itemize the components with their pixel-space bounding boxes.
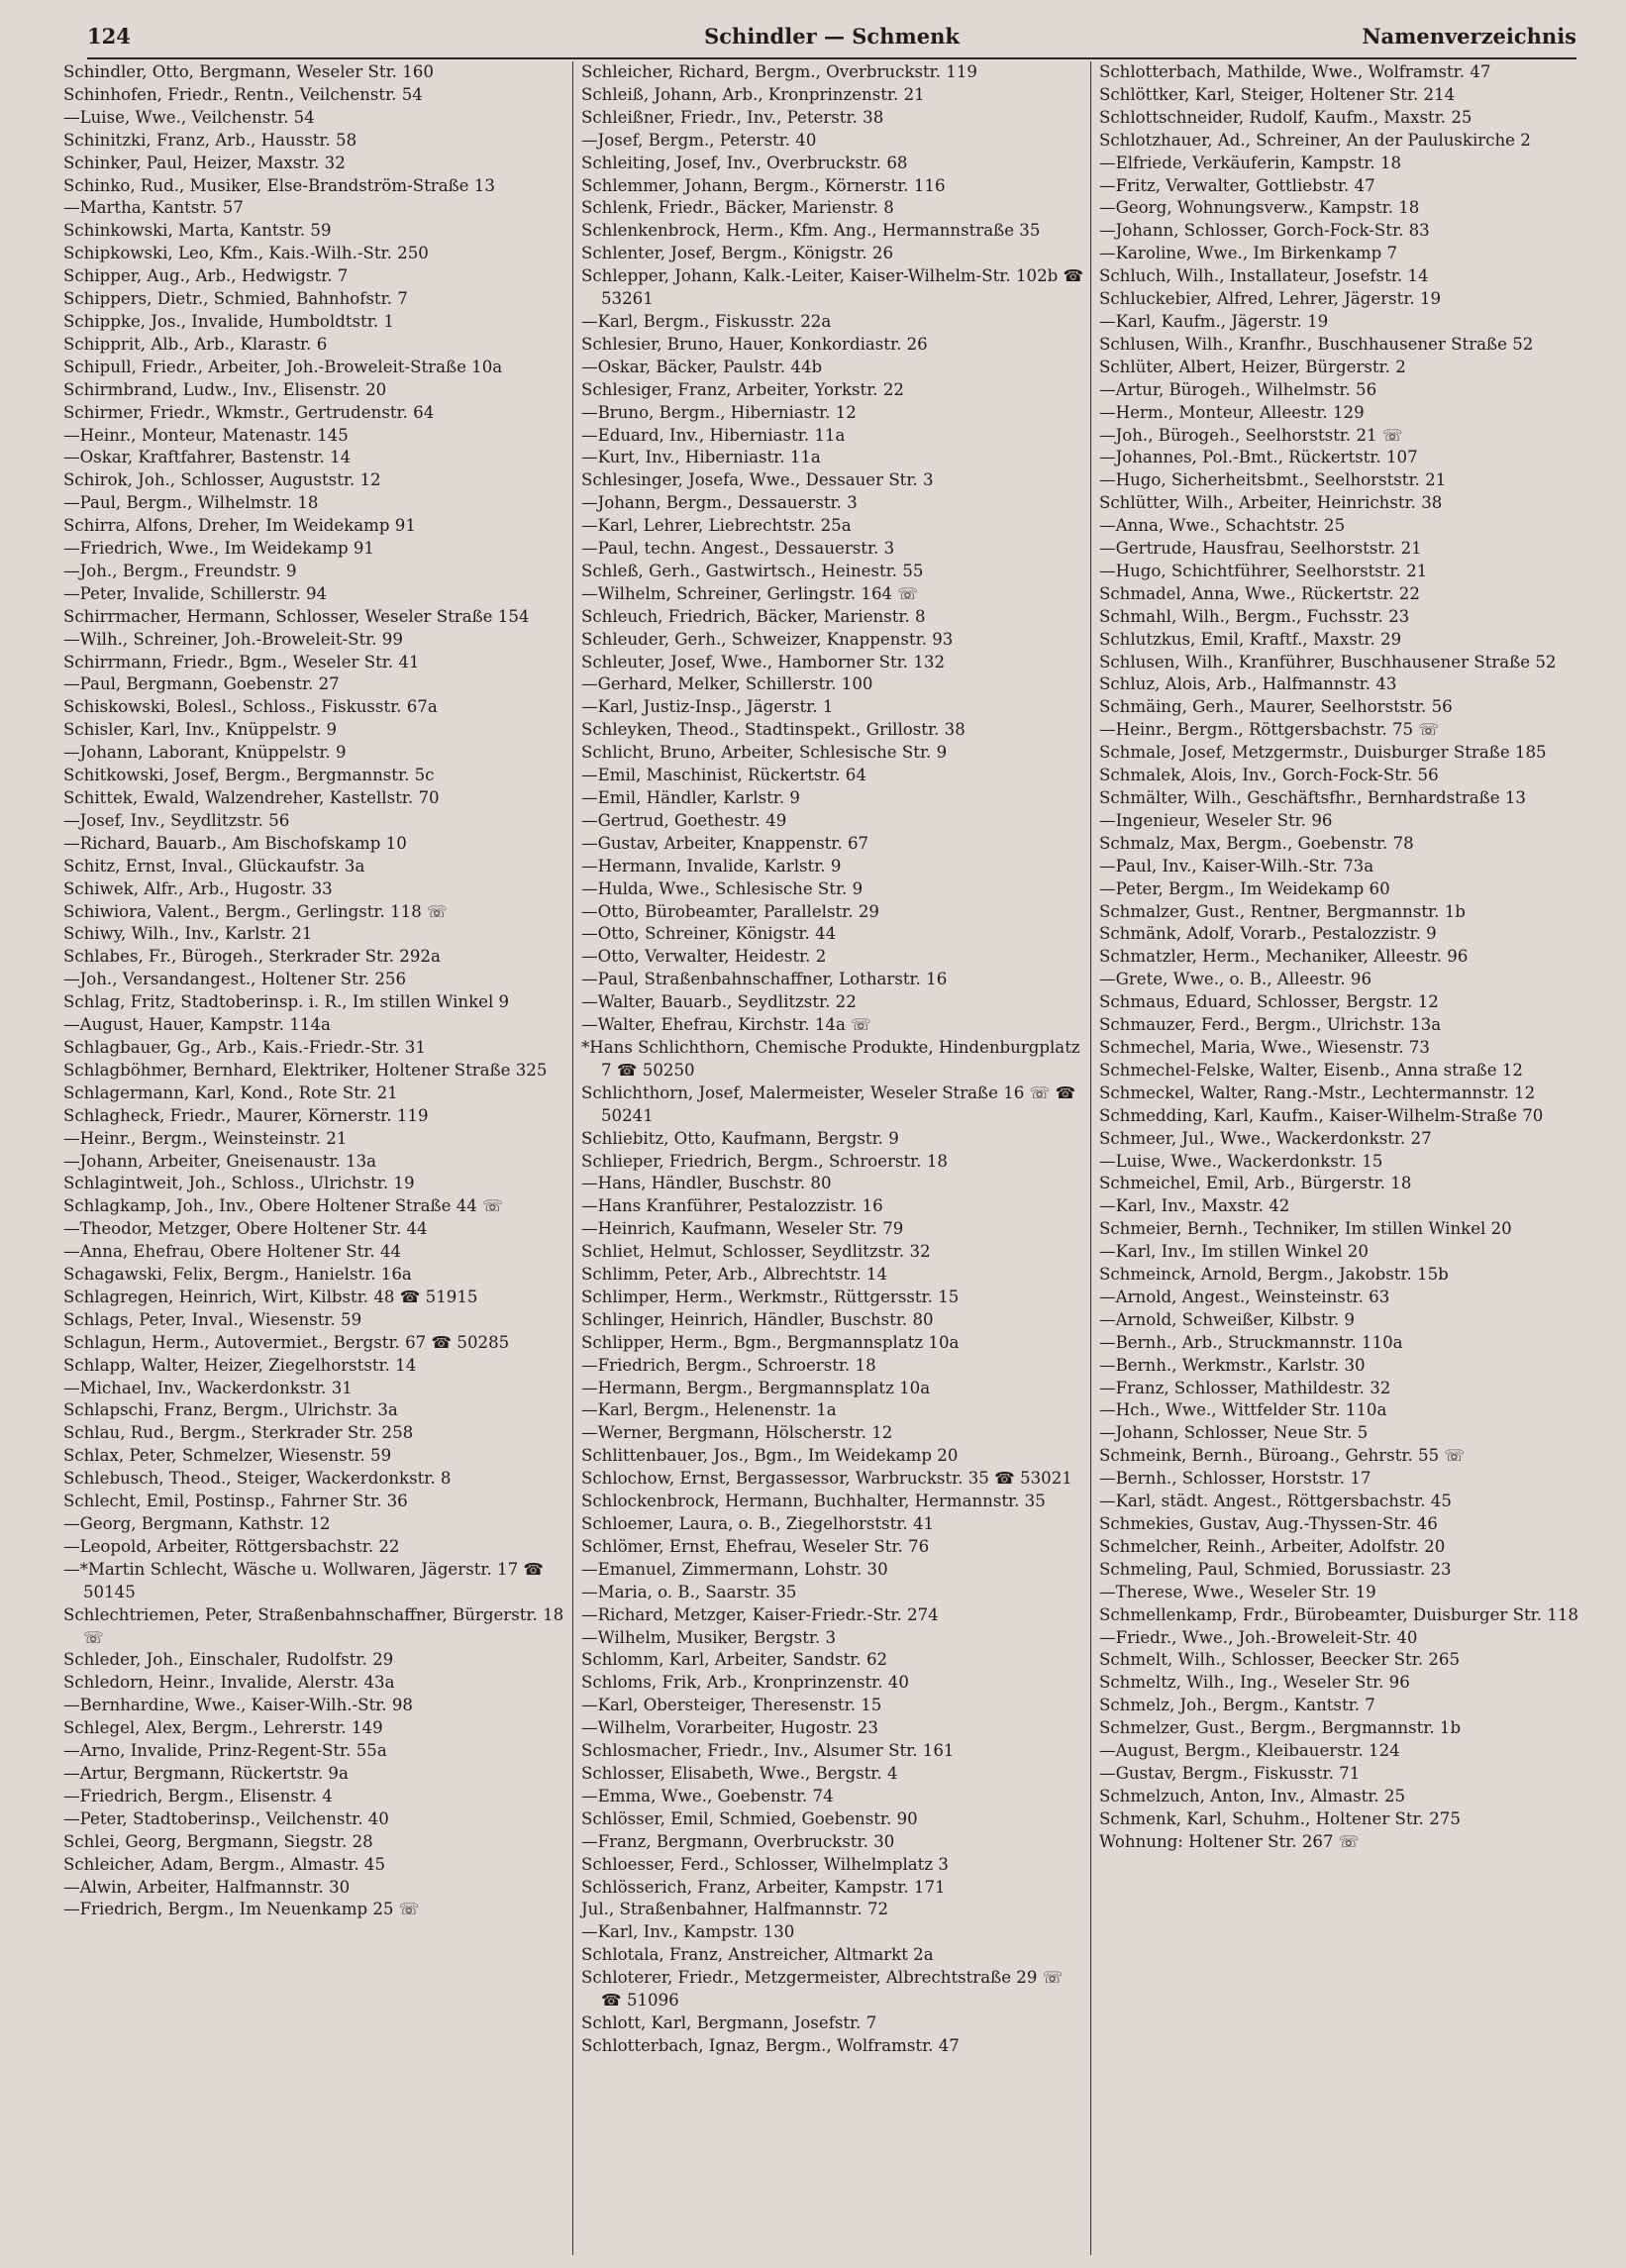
directory-entry: —Martha, Kantstr. 57 <box>63 198 244 218</box>
directory-entry: Schlömer, Ernst, Ehefrau, Weseler Str. 76 <box>581 1536 930 1556</box>
directory-entry: Schmahl, Wilh., Bergm., Fuchsstr. 23 <box>1099 606 1410 626</box>
directory-entry: Schmäing, Gerh., Maurer, Seelhorststr. 56 <box>1099 697 1453 717</box>
directory-entry: Schisler, Karl, Inv., Knüppelstr. 9 <box>63 720 338 740</box>
directory-entry: —Gertrude, Hausfrau, Seelhorststr. 21 <box>1099 539 1422 559</box>
directory-entry: —Hermann, Invalide, Karlstr. 9 <box>581 856 842 876</box>
directory-entry: —Gerhard, Melker, Schillerstr. 100 <box>581 674 873 694</box>
directory-entry: —Bruno, Bergm., Hiberniastr. 12 <box>581 402 857 422</box>
directory-entry: —Otto, Schreiner, Königstr. 44 <box>581 924 837 944</box>
directory-entry: Schlags, Peter, Inval., Wiesenstr. 59 <box>63 1309 362 1329</box>
directory-entry: Schlapp, Walter, Heizer, Ziegelhorststr. 14 <box>63 1355 417 1375</box>
directory-entry: Schlagböhmer, Bernhard, Elektriker, Holtener Straße 325 <box>63 1060 548 1080</box>
directory-entry: Schlesiger, Franz, Arbeiter, Yorkstr. 22 <box>581 379 904 399</box>
directory-entry: Schindler, Otto, Bergmann, Weseler Str. 160 <box>63 62 434 81</box>
directory-entry: —Ingenieur, Weseler Str. 96 <box>1099 810 1333 830</box>
directory-entry: —Heinr., Bergm., Röttgersbachstr. 75 ☏ <box>1099 720 1440 740</box>
directory-entry: —Artur, Bürogeh., Wilhelmstr. 56 <box>1099 379 1377 399</box>
directory-entry: Schledorn, Heinr., Invalide, Alerstr. 43a <box>63 1673 395 1693</box>
directory-entry: —Heinr., Monteur, Matenastr. 145 <box>63 425 349 445</box>
directory-entry: —Paul, Straßenbahnschaffner, Lotharstr. 16 <box>581 970 948 989</box>
directory-entry: Schliebitz, Otto, Kaufmann, Bergstr. 9 <box>581 1128 899 1148</box>
directory-entry: —Wilhelm, Schreiner, Gerlingstr. 164 ☏ <box>581 583 919 603</box>
directory-entry: Schmelt, Wilh., Schlosser, Beecker Str. 265 <box>1099 1650 1461 1670</box>
directory-entry: —Kurt, Inv., Hiberniastr. 11a <box>581 448 821 467</box>
directory-entry: —Heinr., Bergm., Weinsteinstr. 21 <box>63 1128 348 1148</box>
directory-entry: —Peter, Invalide, Schillerstr. 94 <box>63 583 328 603</box>
directory-entry: Schlebusch, Theod., Steiger, Wackerdonkstr. 8 <box>63 1469 452 1489</box>
directory-entry: Schittek, Ewald, Walzendreher, Kastellstr. 70 <box>63 788 440 807</box>
directory-entry: Schlenk, Friedr., Bäcker, Marienstr. 8 <box>581 198 894 218</box>
directory-entry: —August, Hauer, Kampstr. 114a <box>63 1015 331 1035</box>
directory-entry: Schlichthorn, Josef, Malermeister, Weseler Straße 16 ☏ ☎ 50241 <box>581 1082 1076 1125</box>
page-title: Schindler — Schmenk <box>704 24 960 49</box>
directory-entry: Schipprit, Alb., Arb., Klarastr. 6 <box>63 334 328 354</box>
directory-entry: Schloms, Frik, Arb., Kronprinzenstr. 40 <box>581 1673 909 1693</box>
directory-entry: Schleiß, Johann, Arb., Kronprinzenstr. 21 <box>581 84 925 104</box>
directory-entry: Schmelzer, Gust., Bergm., Bergmannstr. 1b <box>1099 1718 1462 1738</box>
directory-entry: —Karl, Inv., Im stillen Winkel 20 <box>1099 1242 1369 1262</box>
directory-entry: Schlittenbauer, Jos., Bgm., Im Weidekamp 20 <box>581 1446 959 1466</box>
directory-entry: —*Martin Schlecht, Wäsche u. Wollwaren, Jägerstr. 17 ☎ 50145 <box>63 1559 545 1601</box>
directory-entry: Schlau, Rud., Bergm., Sterkrader Str. 258 <box>63 1423 414 1443</box>
directory-entry: Schlemmer, Johann, Bergm., Körnerstr. 116 <box>581 175 946 195</box>
directory-entry: Schmeer, Jul., Wwe., Wackerdonkstr. 27 <box>1099 1128 1432 1148</box>
directory-entry: Schlagermann, Karl, Kond., Rote Str. 21 <box>63 1082 398 1102</box>
directory-entry: Schlagregen, Heinrich, Wirt, Kilbstr. 48 ☎ 51915 <box>63 1287 478 1306</box>
directory-entry: Schleißner, Friedr., Inv., Peterstr. 38 <box>581 107 884 127</box>
directory-entry: Schirmer, Friedr., Wkmstr., Gertrudenstr. 64 <box>63 402 435 422</box>
directory-entry: —Josef, Bergm., Peterstr. 40 <box>581 130 817 150</box>
directory-entry: Schlimm, Peter, Arb., Albrechtstr. 14 <box>581 1265 888 1285</box>
directory-entry: —Luise, Wwe., Wackerdonkstr. 15 <box>1099 1151 1383 1171</box>
directory-entry: Schmeichel, Emil, Arb., Bürgerstr. 18 <box>1099 1174 1412 1193</box>
directory-entry: Schlüter, Albert, Heizer, Bürgerstr. 2 <box>1099 357 1406 376</box>
directory-entry: Schipull, Friedr., Arbeiter, Joh.-Broweleit-Straße 10a <box>63 357 503 376</box>
directory-entry: Schinkowski, Marta, Kantstr. 59 <box>63 221 332 241</box>
directory-entry: —Bernh., Schlosser, Horststr. 17 <box>1099 1469 1372 1489</box>
directory-entry: —Grete, Wwe., o. B., Alleestr. 96 <box>1099 970 1372 989</box>
directory-entry: Schluz, Alois, Arb., Halfmannstr. 43 <box>1099 674 1397 694</box>
directory-entry: —Franz, Bergmann, Overbruckstr. 30 <box>581 1831 895 1851</box>
directory-entry: Schitz, Ernst, Inval., Glückaufstr. 3a <box>63 856 365 876</box>
directory-entry: —Peter, Stadtoberinsp., Veilchenstr. 40 <box>63 1808 389 1828</box>
directory-entry: —Walter, Bauarb., Seydlitzstr. 22 <box>581 992 857 1012</box>
directory-entry: Schlegel, Alex, Bergm., Lehrerstr. 149 <box>63 1718 383 1738</box>
directory-entry: Schipper, Aug., Arb., Hedwigstr. 7 <box>63 266 349 286</box>
directory-entry: —Hans Kranführer, Pestalozzistr. 16 <box>581 1196 883 1216</box>
directory-entry: —Emanuel, Zimmermann, Lohstr. 30 <box>581 1559 888 1579</box>
directory-entry: Schirrmann, Friedr., Bgm., Weseler Str. 41 <box>63 652 420 671</box>
directory-entry: Schmenk, Karl, Schuhm., Holtener Str. 275 <box>1099 1808 1461 1828</box>
directory-entry: —Elfriede, Verkäuferin, Kampstr. 18 <box>1099 153 1402 172</box>
directory-entry: Schleiting, Josef, Inv., Overbruckstr. 68 <box>581 153 908 172</box>
directory-entry: —Werner, Bergmann, Hölscherstr. 12 <box>581 1423 893 1443</box>
directory-entry: Schlusen, Wilh., Kranfhr., Buschhausener Straße 52 <box>1099 334 1534 354</box>
directory-entry: Schmale, Josef, Metzgermstr., Duisburger Straße 185 <box>1099 743 1547 763</box>
directory-entry: Schlösserich, Franz, Arbeiter, Kampstr. 171 <box>581 1877 946 1897</box>
directory-entry: Schlotala, Franz, Anstreicher, Altmarkt 2a <box>581 1945 934 1965</box>
directory-entry: Schmalek, Alois, Inv., Gorch-Fock-Str. 56 <box>1099 766 1439 785</box>
directory-entry: Schlotzhauer, Ad., Schreiner, An der Pauluskirche 2 <box>1099 130 1531 150</box>
directory-entry: Schlusen, Wilh., Kranführer, Buschhausener Straße 52 <box>1099 652 1557 671</box>
directory-entry: Schirmbrand, Ludw., Inv., Elisenstr. 20 <box>63 379 387 399</box>
directory-entry: —Karl, Inv., Kampstr. 130 <box>581 1922 795 1942</box>
directory-entry: —Johann, Schlosser, Neue Str. 5 <box>1099 1423 1369 1443</box>
directory-entry: —Karl, Bergm., Fiskusstr. 22a <box>581 311 832 331</box>
directory-entry: —Friedrich, Bergm., Schroerstr. 18 <box>581 1355 876 1375</box>
directory-entry: Schlabes, Fr., Bürogeh., Sterkrader Str. 292a <box>63 947 441 967</box>
directory-entry: Schmechel-Felske, Walter, Eisenb., Anna straße 12 <box>1099 1060 1523 1080</box>
directory-entry: —Johann, Schlosser, Gorch-Fock-Str. 83 <box>1099 221 1430 241</box>
directory-entry: —Arnold, Schweißer, Kilbstr. 9 <box>1099 1309 1355 1329</box>
directory-entry: —Peter, Bergm., Im Weidekamp 60 <box>1099 878 1390 898</box>
directory-entry: —Michael, Inv., Wackerdonkstr. 31 <box>63 1378 353 1397</box>
directory-entry: Schleuch, Friedrich, Bäcker, Marienstr. 8 <box>581 606 926 626</box>
directory-entry: —Johann, Arbeiter, Gneisenaustr. 13a <box>63 1151 377 1171</box>
directory-entry: —Wilh., Schreiner, Joh.-Broweleit-Str. 99 <box>63 629 403 649</box>
directory-entry: Schiskowski, Bolesl., Schloss., Fiskusstr. 67a <box>63 697 438 717</box>
directory-entry: Schliet, Helmut, Schlosser, Seydlitzstr. 32 <box>581 1242 931 1262</box>
directory-entry: —Wilhelm, Vorarbeiter, Hugostr. 23 <box>581 1718 878 1738</box>
page-header <box>87 18 1576 59</box>
directory-entry: —Otto, Verwalter, Heidestr. 2 <box>581 947 827 967</box>
directory-entry: —Hugo, Schichtführer, Seelhorststr. 21 <box>1099 561 1428 580</box>
directory-entry: Schleicher, Adam, Bergm., Almastr. 45 <box>63 1854 386 1874</box>
directory-entry: Schmellenkamp, Frdr., Bürobeamter, Duisburger Str. 118 <box>1099 1604 1578 1624</box>
column-2 <box>573 61 1091 2255</box>
directory-entry: Schiwy, Wilh., Inv., Karlstr. 21 <box>63 924 313 944</box>
directory-entry: Schlagbauer, Gg., Arb., Kais.-Friedr.-Str. 31 <box>63 1037 426 1057</box>
directory-entry: Schmälter, Wilh., Geschäftsfhr., Bernhardstraße 13 <box>1099 788 1526 807</box>
directory-entry: Schlipper, Herm., Bgm., Bergmannsplatz 10a <box>581 1332 960 1352</box>
directory-entry: —Hch., Wwe., Wittfelder Str. 110a <box>1099 1400 1387 1420</box>
directory-entry: —Richard, Metzger, Kaiser-Friedr.-Str. 274 <box>581 1604 939 1624</box>
directory-entry: Schlottschneider, Rudolf, Kaufm., Maxstr. 25 <box>1099 107 1473 127</box>
directory-entry: —Karl, Obersteiger, Theresenstr. 15 <box>581 1696 882 1715</box>
directory-entry: —Herm., Monteur, Alleestr. 129 <box>1099 402 1365 422</box>
directory-entry: —Emma, Wwe., Goebenstr. 74 <box>581 1786 834 1805</box>
columns <box>55 61 1610 2255</box>
directory-entry: Schmalzer, Gust., Rentner, Bergmannstr. 1b <box>1099 901 1466 921</box>
directory-entry: —Hermann, Bergm., Bergmannsplatz 10a <box>581 1378 931 1397</box>
directory-entry: Schmeink, Bernh., Büroang., Gehrstr. 55 ☏ <box>1099 1446 1466 1466</box>
directory-entry: —Johann, Bergm., Dessauerstr. 3 <box>581 493 858 513</box>
directory-entry: —Therese, Wwe., Weseler Str. 19 <box>1099 1582 1376 1601</box>
directory-entry: —Hans, Händler, Buschstr. 80 <box>581 1174 832 1193</box>
directory-entry: Schlott, Karl, Bergmann, Josefstr. 7 <box>581 2012 877 2032</box>
directory-entry: —Friedr., Wwe., Joh.-Broweleit-Str. 40 <box>1099 1627 1418 1647</box>
directory-entry: Schlieper, Friedrich, Bergm., Schroerstr. 18 <box>581 1151 948 1171</box>
directory-entry: —Alwin, Arbeiter, Halfmannstr. 30 <box>63 1877 351 1897</box>
directory-entry: Schmauzer, Ferd., Bergm., Ulrichstr. 13a <box>1099 1015 1442 1035</box>
directory-entry: Schlei, Georg, Bergmann, Siegstr. 28 <box>63 1831 373 1851</box>
directory-entry: Schippers, Dietr., Schmied, Bahnhofstr. 7 <box>63 289 408 309</box>
directory-entry: Schlax, Peter, Schmelzer, Wiesenstr. 59 <box>63 1446 392 1466</box>
directory-entry: —Walter, Ehefrau, Kirchstr. 14a ☏ <box>581 1015 871 1035</box>
directory-entry: Schlockenbrock, Hermann, Buchhalter, Hermannstr. 35 <box>581 1492 1046 1511</box>
directory-entry: —Luise, Wwe., Veilchenstr. 54 <box>63 107 315 127</box>
directory-entry: Schirrmacher, Hermann, Schlosser, Weseler Straße 154 <box>63 606 530 626</box>
directory-entry: Schmeltz, Wilh., Ing., Weseler Str. 96 <box>1099 1673 1410 1693</box>
directory-entry: —Johannes, Pol.-Bmt., Rückertstr. 107 <box>1099 448 1418 467</box>
directory-entry: Schlotterbach, Mathilde, Wwe., Wolframstr. 47 <box>1099 62 1491 81</box>
directory-entry: —Heinrich, Kaufmann, Weseler Str. 79 <box>581 1219 904 1239</box>
directory-entry: Schirok, Joh., Schlosser, Auguststr. 12 <box>63 470 381 490</box>
directory-entry: Schlagkamp, Joh., Inv., Obere Holtener Straße 44 ☏ <box>63 1196 503 1216</box>
directory-entry: Schmadel, Anna, Wwe., Rückertstr. 22 <box>1099 583 1420 603</box>
directory-entry: Schlenter, Josef, Bergm., Königstr. 26 <box>581 244 894 263</box>
directory-entry: —Bernh., Werkmstr., Karlstr. 30 <box>1099 1355 1366 1375</box>
directory-entry: Schloemer, Laura, o. B., Ziegelhorststr. 41 <box>581 1514 935 1533</box>
directory-entry: —Franz, Schlosser, Mathildestr. 32 <box>1099 1378 1391 1397</box>
directory-entry: Schlagheck, Friedr., Maurer, Körnerstr. 119 <box>63 1105 429 1125</box>
directory-entry: —Paul, Bergm., Wilhelmstr. 18 <box>63 493 319 513</box>
directory-entry: Schlosmacher, Friedr., Inv., Alsumer Str. 161 <box>581 1741 955 1761</box>
directory-entry: —Karoline, Wwe., Im Birkenkamp 7 <box>1099 244 1398 263</box>
directory-entry: —Leopold, Arbeiter, Röttgersbachstr. 22 <box>63 1536 400 1556</box>
directory-entry: Schlomm, Karl, Arbeiter, Sandstr. 62 <box>581 1650 888 1670</box>
directory-entry: Schinitzki, Franz, Arb., Hausstr. 58 <box>63 130 357 150</box>
directory-entry: —Oskar, Kraftfahrer, Bastenstr. 14 <box>63 448 352 467</box>
directory-entry: Schitkowski, Josef, Bergm., Bergmannstr. 5c <box>63 766 435 785</box>
directory-entry: —Friedrich, Bergm., Im Neuenkamp 25 ☏ <box>63 1900 420 1919</box>
directory-entry: Schloterer, Friedr., Metzgermeister, Albrechtstraße 29 ☏ ☎ 51096 <box>581 1968 1064 2010</box>
directory-entry: Schlutzkus, Emil, Kraftf., Maxstr. 29 <box>1099 629 1402 649</box>
column-3 <box>1091 61 1609 2255</box>
directory-entry: —Karl, Bergm., Helenenstr. 1a <box>581 1400 837 1420</box>
directory-entry: Schlesier, Bruno, Hauer, Konkordiastr. 26 <box>581 334 928 354</box>
directory-entry: —Wilhelm, Musiker, Bergstr. 3 <box>581 1627 837 1647</box>
directory-entry: Schlagun, Herm., Autovermiet., Bergstr. 67 ☎ 50285 <box>63 1332 510 1352</box>
directory-entry: Schmaus, Eduard, Schlosser, Bergstr. 12 <box>1099 992 1439 1012</box>
directory-entry: —Emil, Händler, Karlstr. 9 <box>581 788 800 807</box>
directory-entry: —Josef, Inv., Seydlitzstr. 56 <box>63 810 290 830</box>
directory-entry: Schiwek, Alfr., Arb., Hugostr. 33 <box>63 878 333 898</box>
directory-entry: —Otto, Bürobeamter, Parallelstr. 29 <box>581 901 879 921</box>
directory-entry: —Paul, Inv., Kaiser-Wilh.-Str. 73a <box>1099 856 1374 876</box>
directory-entry: Schlochow, Ernst, Bergassessor, Warbruckstr. 35 ☎ 53021 <box>581 1469 1072 1489</box>
directory-entry: Schmeckel, Walter, Rang.-Mstr., Lechtermannstr. 12 <box>1099 1082 1536 1102</box>
directory-entry: Schlotterbach, Ignaz, Bergm., Wolframstr. 47 <box>581 2035 960 2055</box>
directory-entry: —Artur, Bergmann, Rückertstr. 9a <box>63 1763 349 1783</box>
directory-entry: Schleuter, Josef, Wwe., Hamborner Str. 132 <box>581 652 946 671</box>
section-title: Namenverzeichnis <box>1362 24 1576 49</box>
directory-entry: —Friedrich, Wwe., Im Weidekamp 91 <box>63 539 374 559</box>
directory-entry: Schloesser, Ferd., Schlosser, Wilhelmplatz 3 <box>581 1854 949 1874</box>
directory-entry: Schirra, Alfons, Dreher, Im Weidekamp 91 <box>63 516 416 536</box>
directory-entry: Wohnung: Holtener Str. 267 ☏ <box>1099 1831 1360 1851</box>
directory-entry: —Georg, Wohnungsverw., Kampstr. 18 <box>1099 198 1420 218</box>
directory-entry: Schmelcher, Reinh., Arbeiter, Adolfstr. 20 <box>1099 1536 1446 1556</box>
directory-entry: Schinko, Rud., Musiker, Else-Brandström-Straße 13 <box>63 175 495 195</box>
directory-entry: Schmatzler, Herm., Mechaniker, Alleestr. 96 <box>1099 947 1469 967</box>
directory-entry: —Anna, Wwe., Schachtstr. 25 <box>1099 516 1346 536</box>
directory-entry: Schmeinck, Arnold, Bergm., Jakobstr. 15b <box>1099 1265 1449 1285</box>
directory-entry: Schlösser, Emil, Schmied, Goebenstr. 90 <box>581 1808 918 1828</box>
directory-entry: —Joh., Bergm., Freundstr. 9 <box>63 561 297 580</box>
directory-entry: —Karl, Justiz-Insp., Jägerstr. 1 <box>581 697 834 717</box>
directory-entry: Schluch, Wilh., Installateur, Josefstr. 14 <box>1099 266 1429 286</box>
directory-entry: Schlimper, Herm., Werkmstr., Rüttgersstr. 15 <box>581 1287 960 1306</box>
directory-entry: Schleyken, Theod., Stadtinspekt., Grillostr. 38 <box>581 720 965 740</box>
directory-entry: —Eduard, Inv., Hiberniastr. 11a <box>581 425 846 445</box>
directory-entry: —Arnold, Angest., Weinsteinstr. 63 <box>1099 1287 1390 1306</box>
directory-entry: Schmechel, Maria, Wwe., Wiesenstr. 73 <box>1099 1037 1430 1057</box>
directory-entry: —Friedrich, Bergm., Elisenstr. 4 <box>63 1786 333 1805</box>
directory-entry: Schlütter, Wilh., Arbeiter, Heinrichstr. 38 <box>1099 493 1443 513</box>
directory-entry: —Hulda, Wwe., Schlesische Str. 9 <box>581 878 864 898</box>
directory-entry: Schinhofen, Friedr., Rentn., Veilchenstr. 54 <box>63 84 423 104</box>
directory-entry: Schlagintweit, Joh., Schloss., Ulrichstr. 19 <box>63 1174 415 1193</box>
directory-entry: —Anna, Ehefrau, Obere Holtener Str. 44 <box>63 1242 402 1262</box>
directory-entry: —Oskar, Bäcker, Paulstr. 44b <box>581 357 823 376</box>
directory-entry: —Bernhardine, Wwe., Kaiser-Wilh.-Str. 98 <box>63 1696 413 1715</box>
directory-entry: Schmelzuch, Anton, Inv., Almastr. 25 <box>1099 1786 1406 1805</box>
directory-entry: —Karl, Inv., Maxstr. 42 <box>1099 1196 1290 1216</box>
column-1 <box>55 61 573 2255</box>
directory-entry: —Arno, Invalide, Prinz-Regent-Str. 55a <box>63 1741 387 1761</box>
directory-entry: *Hans Schlichthorn, Chemische Produkte, Hindenburgplatz 7 ☎ 50250 <box>581 1037 1080 1080</box>
directory-entry: —Theodor, Metzger, Obere Holtener Str. 44 <box>63 1219 428 1239</box>
directory-entry: —Maria, o. B., Saarstr. 35 <box>581 1582 797 1601</box>
directory-entry: —Karl, städt. Angest., Röttgersbachstr. 45 <box>1099 1492 1452 1511</box>
directory-entry: Schlechtriemen, Peter, Straßenbahnschaffner, Bürgerstr. 18 ☏ <box>63 1604 564 1647</box>
directory-entry: —Fritz, Verwalter, Gottliebstr. 47 <box>1099 175 1375 195</box>
directory-entry: —Bernh., Arb., Struckmannstr. 110a <box>1099 1332 1403 1352</box>
directory-entry: Schlosser, Elisabeth, Wwe., Bergstr. 4 <box>581 1763 898 1783</box>
directory-entry: —Paul, techn. Angest., Dessauerstr. 3 <box>581 539 895 559</box>
directory-entry: —Joh., Versandangest., Holtener Str. 256 <box>63 970 407 989</box>
directory-entry: Schmedding, Karl, Kaufm., Kaiser-Wilhelm-Straße 70 <box>1099 1105 1544 1125</box>
directory-entry: Schluckebier, Alfred, Lehrer, Jägerstr. 19 <box>1099 289 1442 309</box>
directory-entry: —Gustav, Arbeiter, Knappenstr. 67 <box>581 833 869 853</box>
directory-entry: Schleß, Gerh., Gastwirtsch., Heinestr. 55 <box>581 561 924 580</box>
directory-entry: Schmänk, Adolf, Vorarb., Pestalozzistr. 9 <box>1099 924 1437 944</box>
directory-entry: Schagawski, Felix, Bergm., Hanielstr. 16a <box>63 1265 412 1285</box>
directory-entry: Schlesinger, Josefa, Wwe., Dessauer Str. 3 <box>581 470 934 490</box>
page-number: 124 <box>87 24 131 49</box>
directory-entry: —Emil, Maschinist, Rückertstr. 64 <box>581 766 866 785</box>
directory-entry: Schlag, Fritz, Stadtoberinsp. i. R., Im stillen Winkel 9 <box>63 992 510 1012</box>
directory-entry: Schlecht, Emil, Postinsp., Fahrner Str. 36 <box>63 1492 408 1511</box>
directory-entry: —Richard, Bauarb., Am Bischofskamp 10 <box>63 833 407 853</box>
directory-entry: Schlöttker, Karl, Steiger, Holtener Str. 214 <box>1099 84 1456 104</box>
directory-entry: —Paul, Bergmann, Goebenstr. 27 <box>63 674 340 694</box>
directory-entry: Schlenkenbrock, Herm., Kfm. Ang., Hermannstraße 35 <box>581 221 1041 241</box>
directory-entry: —Gustav, Bergm., Fiskusstr. 71 <box>1099 1763 1361 1783</box>
directory-entry: Schleuder, Gerh., Schweizer, Knappenstr. 93 <box>581 629 954 649</box>
directory-entry: —August, Bergm., Kleibauerstr. 124 <box>1099 1741 1400 1761</box>
directory-entry: Schipkowski, Leo, Kfm., Kais.-Wilh.-Str. 250 <box>63 244 429 263</box>
directory-entry: Schippke, Jos., Invalide, Humboldtstr. 1 <box>63 311 394 331</box>
directory-entry: Schiwiora, Valent., Bergm., Gerlingstr. 118 ☏ <box>63 901 448 921</box>
directory-entry: Schmalz, Max, Bergm., Goebenstr. 78 <box>1099 833 1414 853</box>
directory-entry: Schlepper, Johann, Kalk.-Leiter, Kaiser-Wilhelm-Str. 102b ☎ 53261 <box>581 266 1084 309</box>
directory-entry: Schleder, Joh., Einschaler, Rudolfstr. 29 <box>63 1650 394 1670</box>
directory-entry: —Gertrud, Goethestr. 49 <box>581 810 787 830</box>
directory-entry: —Hugo, Sicherheitsbmt., Seelhorststr. 21 <box>1099 470 1447 490</box>
directory-entry: Schinker, Paul, Heizer, Maxstr. 32 <box>63 153 346 172</box>
directory-entry: Jul., Straßenbahner, Halfmannstr. 72 <box>581 1900 889 1919</box>
directory-entry: —Joh., Bürogeh., Seelhorststr. 21 ☏ <box>1099 425 1403 445</box>
directory-entry: Schmeling, Paul, Schmied, Borussiastr. 23 <box>1099 1559 1452 1579</box>
directory-entry: Schmekies, Gustav, Aug.-Thyssen-Str. 46 <box>1099 1514 1438 1533</box>
directory-entry: Schleicher, Richard, Bergm., Overbruckstr. 119 <box>581 62 977 81</box>
directory-entry: Schlapschi, Franz, Bergm., Ulrichstr. 3a <box>63 1400 398 1420</box>
directory-entry: Schlinger, Heinrich, Händler, Buschstr. 80 <box>581 1309 934 1329</box>
directory-entry: Schmeier, Bernh., Techniker, Im stillen Winkel 20 <box>1099 1219 1512 1239</box>
directory-entry: —Karl, Kaufm., Jägerstr. 19 <box>1099 311 1329 331</box>
directory-entry: Schmelz, Joh., Bergm., Kantstr. 7 <box>1099 1696 1375 1715</box>
directory-entry: Schlicht, Bruno, Arbeiter, Schlesische Str. 9 <box>581 743 948 763</box>
directory-entry: —Karl, Lehrer, Liebrechtstr. 25a <box>581 516 852 536</box>
directory-entry: —Georg, Bergmann, Kathstr. 12 <box>63 1514 331 1533</box>
directory-entry: —Johann, Laborant, Knüppelstr. 9 <box>63 743 347 763</box>
